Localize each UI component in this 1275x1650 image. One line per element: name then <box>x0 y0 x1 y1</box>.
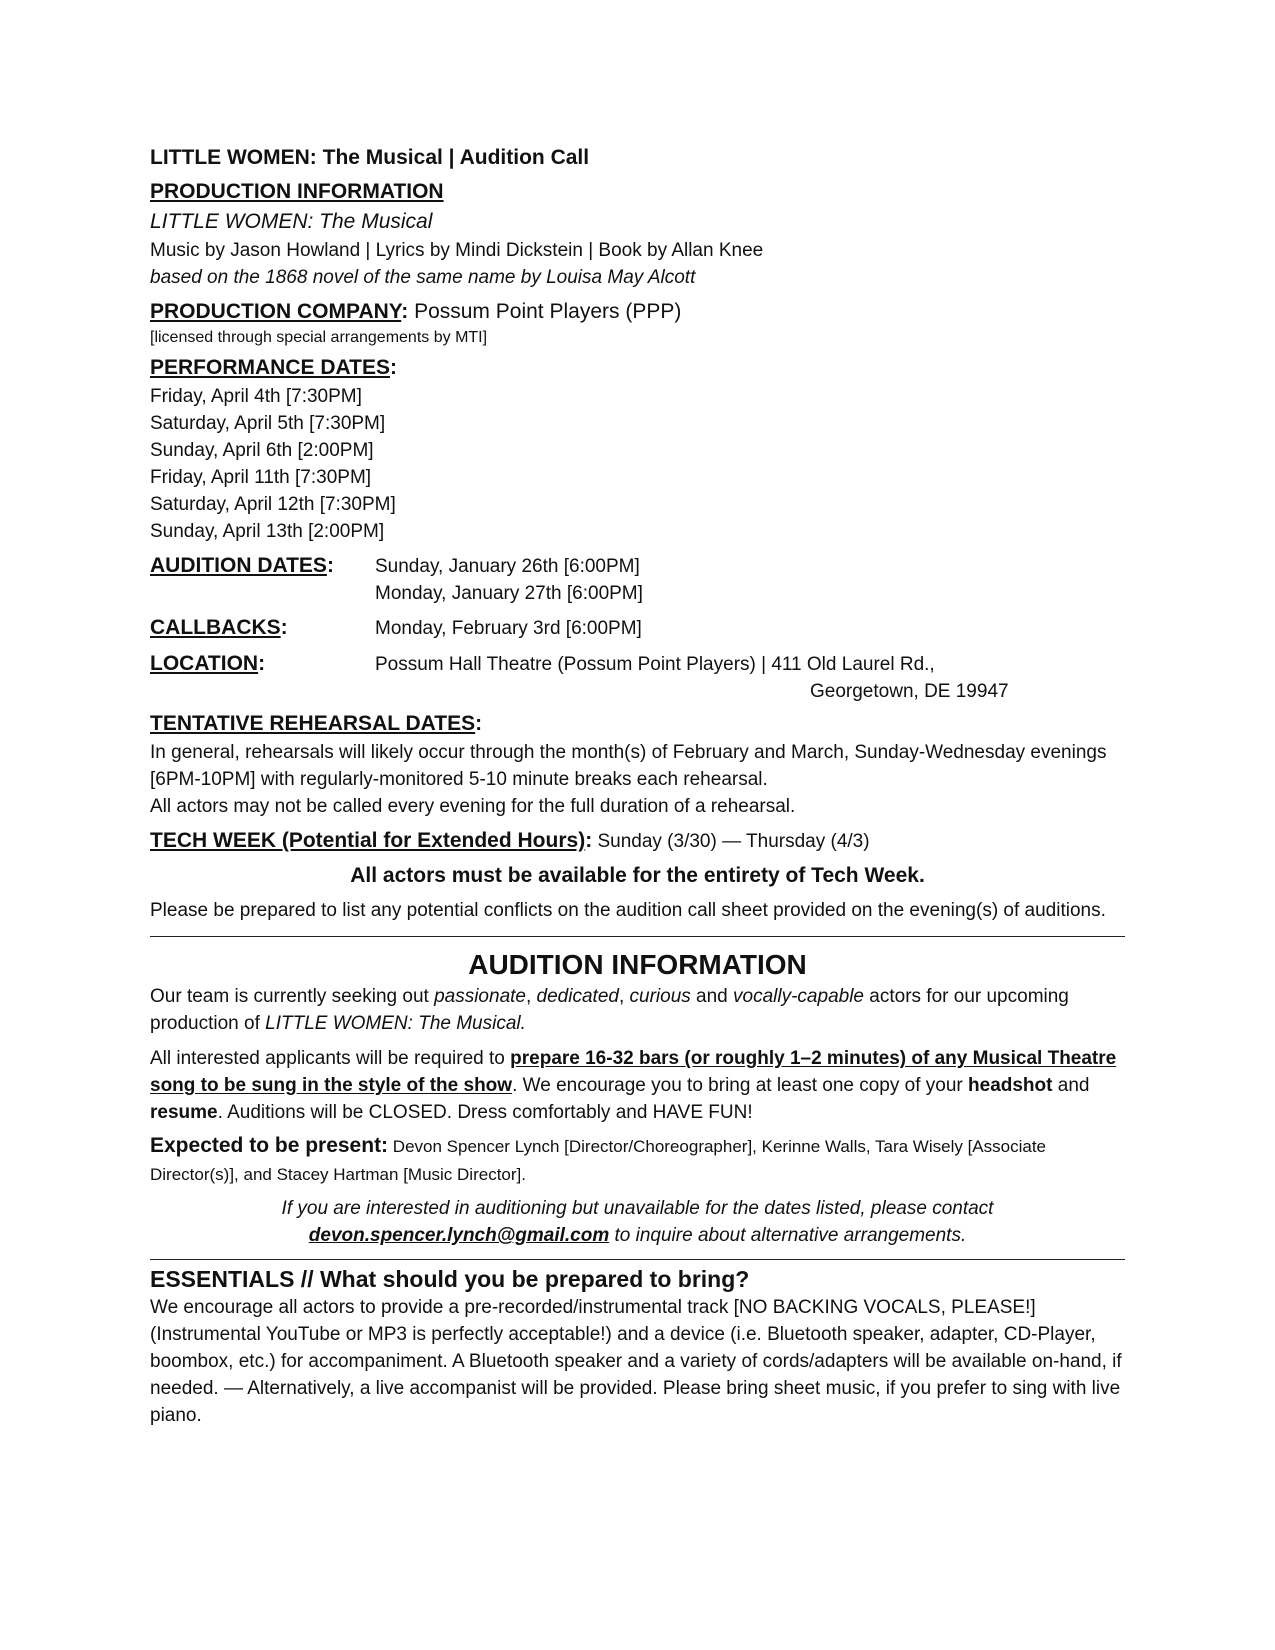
show-credits: Music by Jason Howland | Lyrics by Mindi Dickstein | Book by Allan Knee <box>150 240 764 261</box>
production-company-value: Possum Point Players (PPP) <box>408 300 682 323</box>
production-company <box>150 297 1125 327</box>
location-row <box>150 649 1125 705</box>
essentials-heading: ESSENTIALS // What should you be prepared to bring? <box>150 1266 750 1292</box>
headshot-word: headshot <box>968 1075 1053 1096</box>
callbacks-row <box>150 613 1125 643</box>
callbacks-label: CALLBACKS <box>150 616 281 639</box>
intro-and: and <box>690 986 734 1007</box>
based-on-note: based on the 1868 novel of the same name by Louisa May Alcott <box>150 267 696 288</box>
audition-intro-paragraph <box>150 983 1125 1037</box>
rehearsal-note: All actors may not be called every evening for the full duration of a rehearsal. <box>150 796 796 817</box>
location-value <box>375 649 1009 705</box>
quality-dedicated: dedicated <box>536 986 619 1007</box>
intro-text: Our team is currently seeking out <box>150 986 435 1007</box>
production-company-label: PRODUCTION COMPANY <box>150 300 402 323</box>
performance-date: Sunday, April 13th [2:00PM] <box>150 521 385 542</box>
intro-text-2: actors for our upcoming production of <box>150 986 1069 1034</box>
rehearsal-heading <box>150 709 1125 739</box>
performance-date: Saturday, April 5th [7:30PM] <box>150 413 386 434</box>
audition-date: Monday, January 27th [6:00PM] <box>375 583 643 604</box>
essentials-text: We encourage all actors to provide a pre-recorded/instrumental track [NO BACKING VOCALS, PLEASE!] (Instrumental YouTube or MP3 is perfectly acceptable!) and a device (i.e. Bluetooth speaker, adapter, CD-Player, boombox, etc.) for accompaniment. A Bluetooth speaker and a variety of cords/adapters will be available on-hand, if needed. — Alternatively, a live accompanist will be provided. Please bring sheet music, if you prefer to sing with live piano. <box>150 1297 1122 1426</box>
quality-curious: curious <box>629 986 691 1007</box>
requirements-text-2: . We encourage you to bring at least one copy of your <box>512 1075 969 1096</box>
contact-text: If you are interested in auditioning but unavailable for the dates listed, please contact <box>281 1198 994 1219</box>
document-title: LITTLE WOMEN: The Musical | Audition Call <box>150 146 590 169</box>
document-body <box>150 143 1125 1429</box>
song-requirement: prepare 16-32 bars (or roughly 1–2 minutes) of any Musical Theatre song to be sung in the style of the show <box>150 1048 1117 1096</box>
location-line-2: Georgetown, DE 19947 <box>810 681 1009 702</box>
expected-present <box>150 1132 1125 1189</box>
rehearsal-details: In general, rehearsals will likely occur through the month(s) of February and March, Sunday-Wednesday evenings [6PM-10PM] with regularly-monitored 5-10 minute breaks each rehearsal. <box>150 742 1107 790</box>
rehearsal-colon: : <box>475 712 483 735</box>
requirements-text: All interested applicants will be required to <box>150 1048 511 1069</box>
performance-dates-heading <box>150 353 1125 383</box>
expected-present-names: Devon Spencer Lynch [Director/Choreographer], Kerinne Walls, Tara Wisely [Associate Director(s)], and Stacey Hartman [Music Director]. <box>150 1137 1046 1184</box>
audition-dates-colon: : <box>326 554 334 577</box>
contact-note <box>150 1195 1125 1249</box>
conflicts-note: Please be prepared to list any potential conflicts on the audition call sheet provided on the evening(s) of auditions. <box>150 900 1106 921</box>
tech-week-notice: All actors must be available for the entirety of Tech Week. <box>350 864 925 887</box>
audition-dates-label: AUDITION DATES <box>150 554 327 577</box>
license-note: [licensed through special arrangements by MTI] <box>150 329 488 346</box>
callbacks-heading <box>150 613 375 643</box>
location-label: LOCATION <box>150 652 259 675</box>
requirements-and: and <box>1052 1075 1090 1096</box>
intro-comma: , <box>525 986 537 1007</box>
performance-dates-list <box>150 383 1125 545</box>
intro-show-name: LITTLE WOMEN: The Musical. <box>265 1013 526 1034</box>
quality-vocally-capable: vocally-capable <box>733 986 864 1007</box>
location-colon: : <box>258 652 266 675</box>
callbacks-date: Monday, February 3rd [6:00PM] <box>375 618 642 639</box>
show-name: LITTLE WOMEN: The Musical <box>150 210 433 233</box>
audition-dates-row <box>150 551 1125 607</box>
tech-week-heading <box>150 826 1125 857</box>
location-line-1: Possum Hall Theatre (Possum Point Players) | 411 Old Laurel Rd., <box>375 654 935 675</box>
contact-email-link[interactable]: devon.spencer.lynch@gmail.com <box>308 1225 610 1246</box>
location-heading <box>150 649 375 679</box>
section-divider <box>150 936 1125 937</box>
performance-dates-colon: : <box>389 356 397 379</box>
production-company-colon: : <box>401 300 409 323</box>
audition-date: Sunday, January 26th [6:00PM] <box>375 556 640 577</box>
tech-week-dates: Sunday (3/30) — Thursday (4/3) <box>592 831 870 852</box>
expected-present-label: Expected to be present: <box>150 1134 389 1157</box>
intro-comma: , <box>618 986 630 1007</box>
audition-info-heading: AUDITION INFORMATION <box>468 949 807 980</box>
rehearsal-label: TENTATIVE REHEARSAL DATES <box>150 712 476 735</box>
tech-week-label: TECH WEEK (Potential for Extended Hours) <box>150 829 586 852</box>
performance-date: Friday, April 11th [7:30PM] <box>150 467 372 488</box>
performance-date: Friday, April 4th [7:30PM] <box>150 386 362 407</box>
performance-date: Saturday, April 12th [7:30PM] <box>150 494 396 515</box>
resume-word: resume <box>150 1102 218 1123</box>
audition-requirements-paragraph <box>150 1045 1125 1126</box>
section-divider <box>150 1259 1125 1260</box>
contact-text-2: to inquire about alternative arrangements. <box>609 1225 967 1246</box>
performance-date: Sunday, April 6th [2:00PM] <box>150 440 374 461</box>
production-info-heading: PRODUCTION INFORMATION <box>150 180 444 203</box>
performance-dates-label: PERFORMANCE DATES <box>150 356 390 379</box>
tech-week-colon: : <box>585 829 593 852</box>
callbacks-colon: : <box>280 616 288 639</box>
audition-dates-heading <box>150 551 375 581</box>
quality-passionate: passionate <box>434 986 526 1007</box>
requirements-text-3: . Auditions will be CLOSED. Dress comfortably and HAVE FUN! <box>217 1102 753 1123</box>
audition-dates-values <box>375 551 643 607</box>
